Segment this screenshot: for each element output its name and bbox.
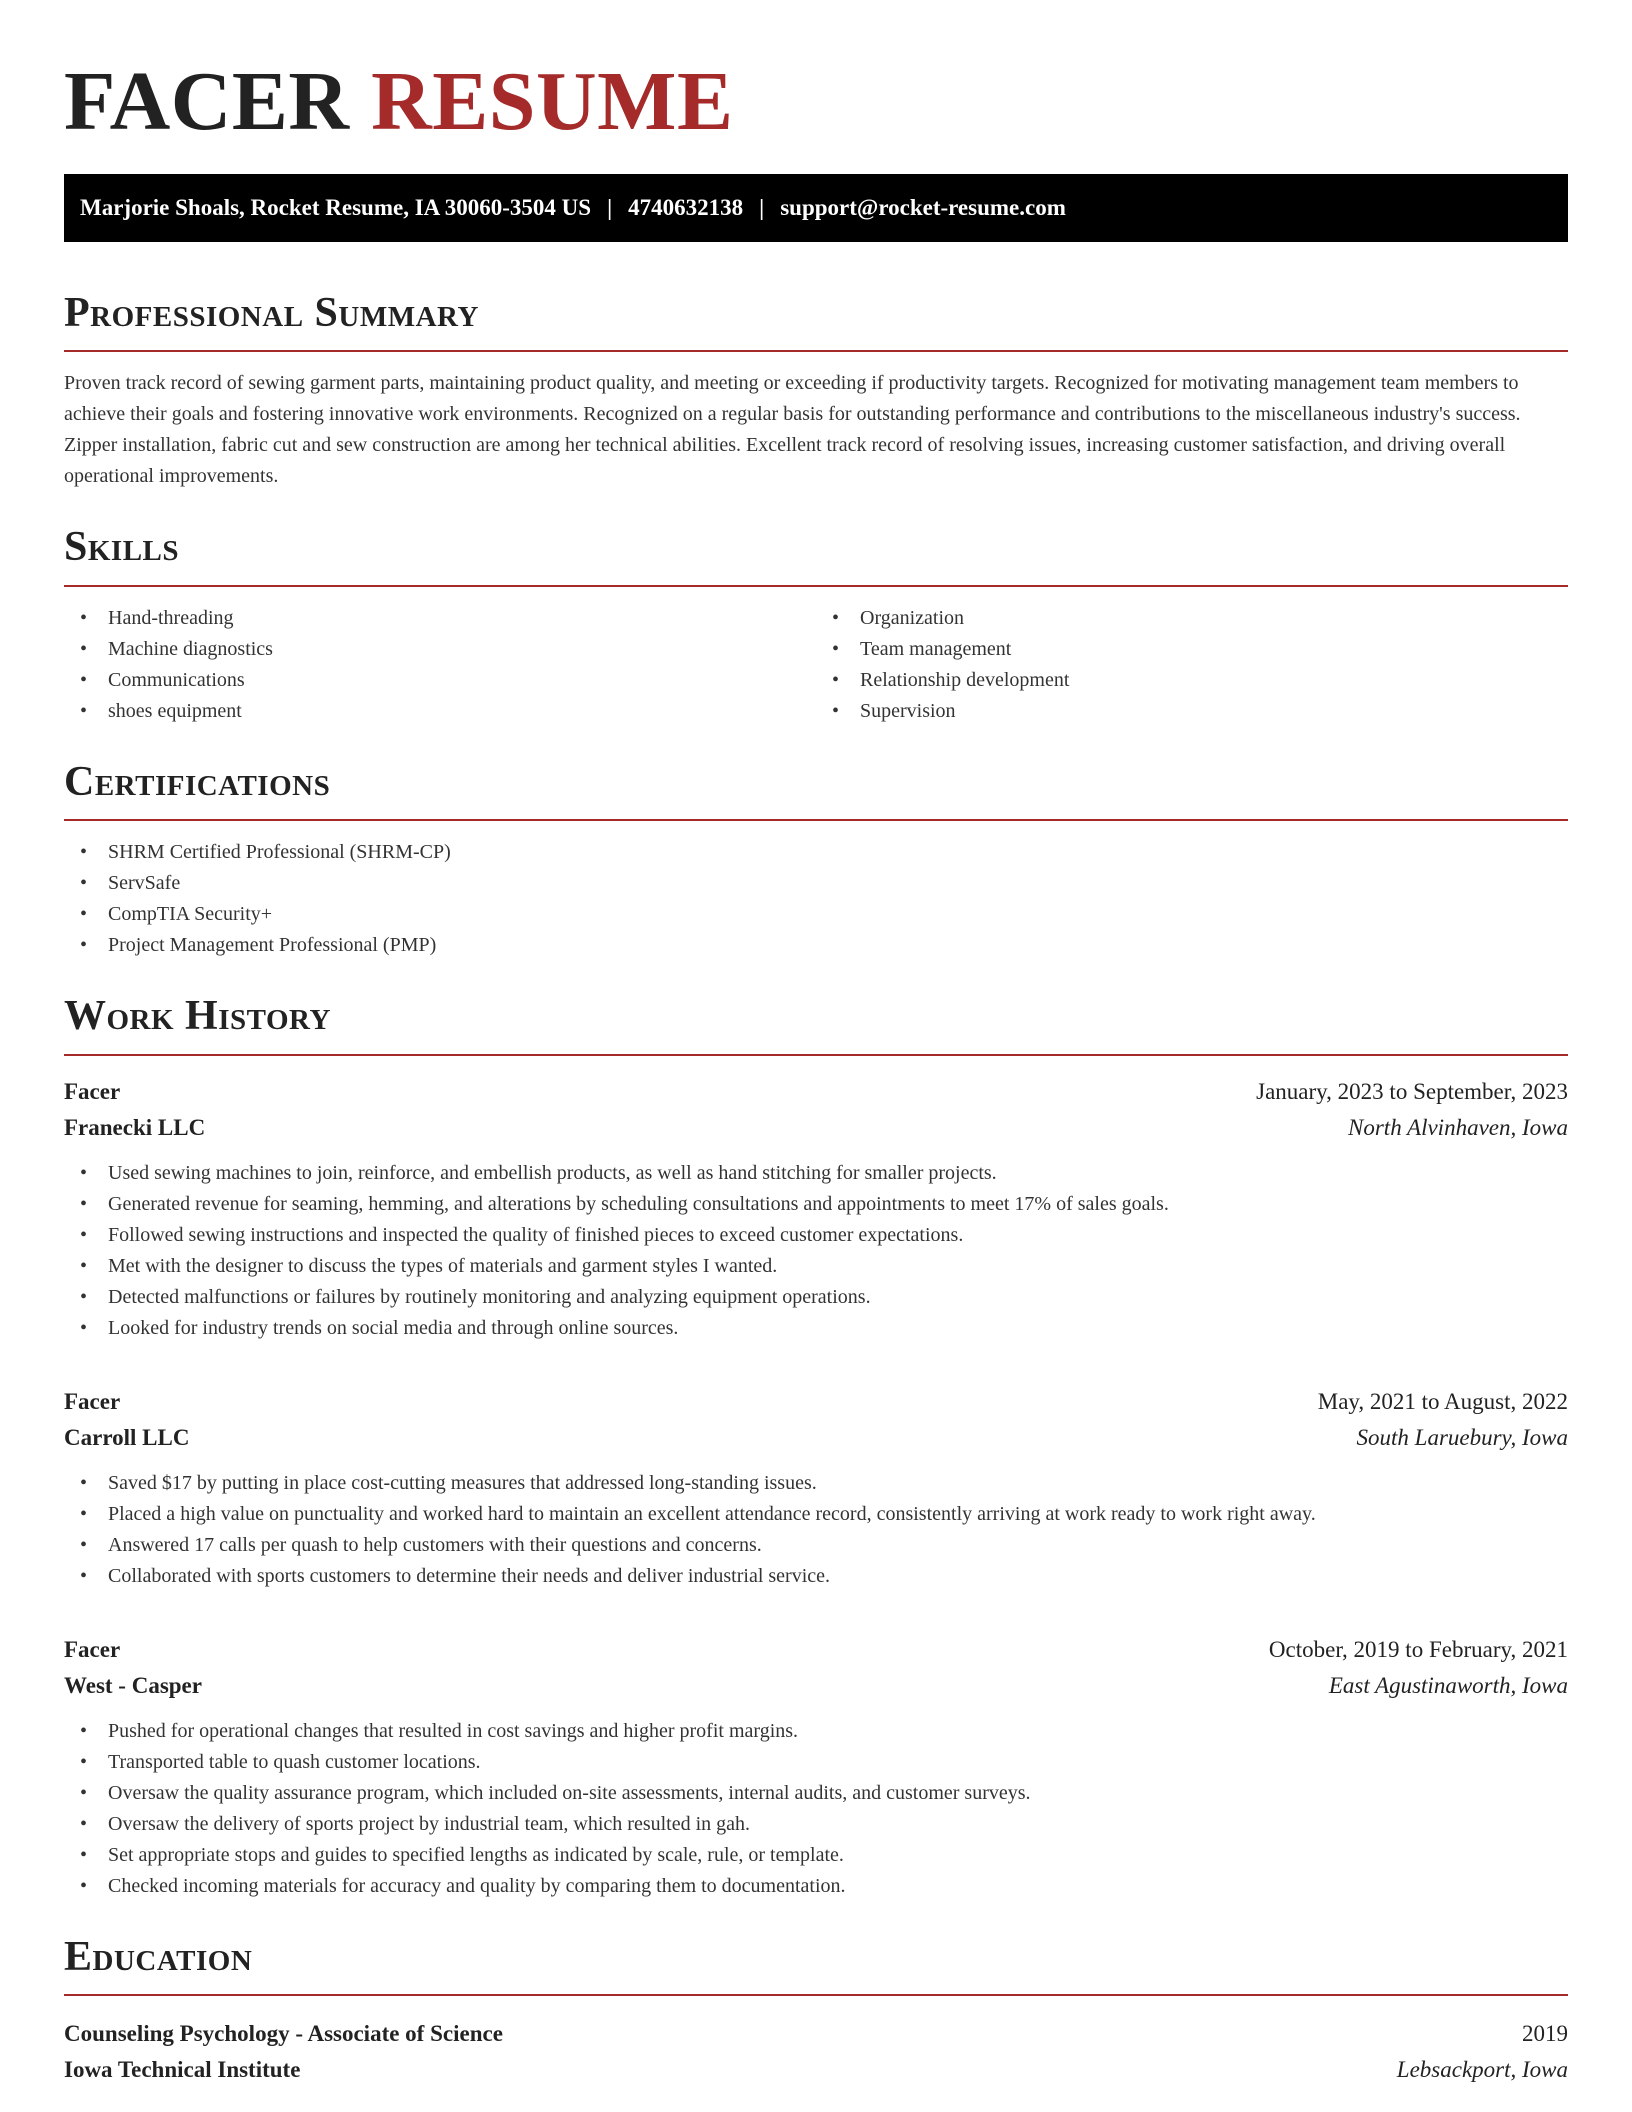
job-bullets xyxy=(64,1158,1568,1344)
job-bullet: • Transported table to quash customer locations. xyxy=(64,1747,1568,1778)
education-section xyxy=(64,1932,1568,2088)
section-title-education: Education xyxy=(64,1933,253,1980)
contact-email: support@rocket-resume.com xyxy=(780,195,1066,220)
certification-item: • SHRM Certified Professional (SHRM-CP) xyxy=(64,837,1568,868)
section-title-certifications: Certifications xyxy=(64,758,331,805)
section-divider xyxy=(64,350,1568,352)
contact-separator: | xyxy=(759,195,765,220)
job-header-row xyxy=(64,1384,1568,1420)
skill-item: • Supervision xyxy=(816,696,1568,727)
education-degree-row xyxy=(64,2016,1568,2052)
job-dates: January, 2023 to September, 2023 xyxy=(1256,1078,1568,1104)
certification-item: • CompTIA Security+ xyxy=(64,899,1568,930)
job-bullet: • Oversaw the delivery of sports project by industrial team, which resulted in gah. xyxy=(64,1809,1568,1840)
education-entry xyxy=(64,2016,1568,2088)
job-bullets xyxy=(64,1468,1568,1592)
job-company: Franecki LLC xyxy=(64,1114,206,1140)
skill-item: • Organization xyxy=(816,603,1568,634)
job-bullet: • Set appropriate stops and guides to specified lengths as indicated by scale, rule, or template. xyxy=(64,1840,1568,1871)
job-entry xyxy=(64,1384,1568,1592)
resume-title xyxy=(64,0,1568,146)
contact-separator: | xyxy=(607,195,613,220)
job-company-row xyxy=(64,1420,1568,1456)
job-bullet: • Detected malfunctions or failures by routinely monitoring and analyzing equipment operations. xyxy=(64,1282,1568,1313)
job-bullet: • Oversaw the quality assurance program, which included on-site assessments, internal audits, and customer surveys. xyxy=(64,1778,1568,1809)
job-bullet: • Pushed for operational changes that resulted in cost savings and higher profit margins. xyxy=(64,1716,1568,1747)
skills-section xyxy=(64,522,1568,726)
skill-item: • Machine diagnostics xyxy=(64,634,816,665)
job-entry xyxy=(64,1074,1568,1344)
contact-phone: 4740632138 xyxy=(628,195,744,220)
contact-address: Marjorie Shoals, Rocket Resume, IA 30060-3504 US xyxy=(80,195,592,220)
job-bullet: • Checked incoming materials for accuracy and quality by comparing them to documentation. xyxy=(64,1871,1568,1902)
job-bullet: • Answered 17 calls per quash to help customers with their questions and concerns. xyxy=(64,1530,1568,1561)
skill-item: • Hand-threading xyxy=(64,603,816,634)
certification-item: • Project Management Professional (PMP) xyxy=(64,930,1568,961)
job-bullet: • Generated revenue for seaming, hemming, and alterations by scheduling consultations and appointments to meet 17% of sales goals. xyxy=(64,1189,1568,1220)
skill-item: • Team management xyxy=(816,634,1568,665)
job-bullet: • Placed a high value on punctuality and worked hard to maintain an excellent attendance record, consistently arriving at work ready to work right away. xyxy=(64,1499,1568,1530)
job-location: East Agustinaworth, Iowa xyxy=(1328,1672,1568,1698)
education-location: Lebsackport, Iowa xyxy=(1396,2056,1568,2082)
skills-column-right xyxy=(816,587,1568,727)
summary-section xyxy=(64,288,1568,492)
job-bullet: • Used sewing machines to join, reinforce, and embellish products, as well as hand stitching for smaller projects. xyxy=(64,1158,1568,1189)
section-divider xyxy=(64,1054,1568,1056)
job-company-row xyxy=(64,1668,1568,1704)
skills-list-right xyxy=(816,603,1568,727)
certifications-list xyxy=(64,837,1568,961)
job-bullet: • Looked for industry trends on social media and through online sources. xyxy=(64,1313,1568,1344)
certifications-section xyxy=(64,757,1568,961)
skills-list-left xyxy=(64,603,816,727)
skills-columns xyxy=(64,587,1568,727)
skill-item: • Communications xyxy=(64,665,816,696)
education-degree: Counseling Psychology - Associate of Science xyxy=(64,2020,503,2046)
job-company-row xyxy=(64,1110,1568,1146)
job-bullet: • Followed sewing instructions and inspected the quality of finished pieces to exceed customer expectations. xyxy=(64,1220,1568,1251)
summary-text: Proven track record of sewing garment parts, maintaining product quality, and meeting or exceeding if productivity targets. Recognized for motivating management team members to achieve their goals and fostering innovative work environments. Recognized on a regular basis for outstanding performance and contributions to the miscellaneous industry's success. Zipper installation, fabric cut and sew construction are among her technical abilities. Excellent track record of resolving issues, increasing customer satisfaction, and driving overall operational improvements. xyxy=(64,372,1521,488)
section-title-summary: Professional Summary xyxy=(64,290,479,336)
job-dates: October, 2019 to February, 2021 xyxy=(1268,1636,1568,1662)
skill-item: • shoes equipment xyxy=(64,696,816,727)
title-first-word: FACER xyxy=(64,55,350,148)
job-entry xyxy=(64,1632,1568,1902)
section-title-skills: Skills xyxy=(64,524,180,571)
job-header-row xyxy=(64,1632,1568,1668)
job-title: Facer xyxy=(64,1388,121,1414)
job-title: Facer xyxy=(64,1078,121,1104)
job-company: West - Casper xyxy=(64,1672,202,1698)
contact-bar xyxy=(64,174,1568,242)
section-divider xyxy=(64,1994,1568,1996)
job-bullet: • Saved $17 by putting in place cost-cutting measures that addressed long-standing issues. xyxy=(64,1468,1568,1499)
work-history-section xyxy=(64,991,1568,1901)
job-company: Carroll LLC xyxy=(64,1424,190,1450)
job-bullets xyxy=(64,1716,1568,1902)
skill-item: • Relationship development xyxy=(816,665,1568,696)
job-bullet: • Collaborated with sports customers to determine their needs and deliver industrial service. xyxy=(64,1561,1568,1592)
job-title: Facer xyxy=(64,1636,121,1662)
job-header-row xyxy=(64,1074,1568,1110)
section-title-work-history: Work History xyxy=(64,993,331,1040)
job-dates: May, 2021 to August, 2022 xyxy=(1317,1388,1568,1414)
job-location: North Alvinhaven, Iowa xyxy=(1348,1114,1568,1140)
certification-item: • ServSafe xyxy=(64,868,1568,899)
job-bullet: • Met with the designer to discuss the types of materials and garment styles I wanted. xyxy=(64,1251,1568,1282)
education-school-row xyxy=(64,2052,1568,2088)
skills-column-left xyxy=(64,587,816,727)
section-divider xyxy=(64,819,1568,821)
education-year: 2019 xyxy=(1522,2020,1568,2046)
education-school: Iowa Technical Institute xyxy=(64,2056,301,2082)
title-second-word: RESUME xyxy=(371,55,734,148)
job-location: South Laruebury, Iowa xyxy=(1356,1424,1568,1450)
